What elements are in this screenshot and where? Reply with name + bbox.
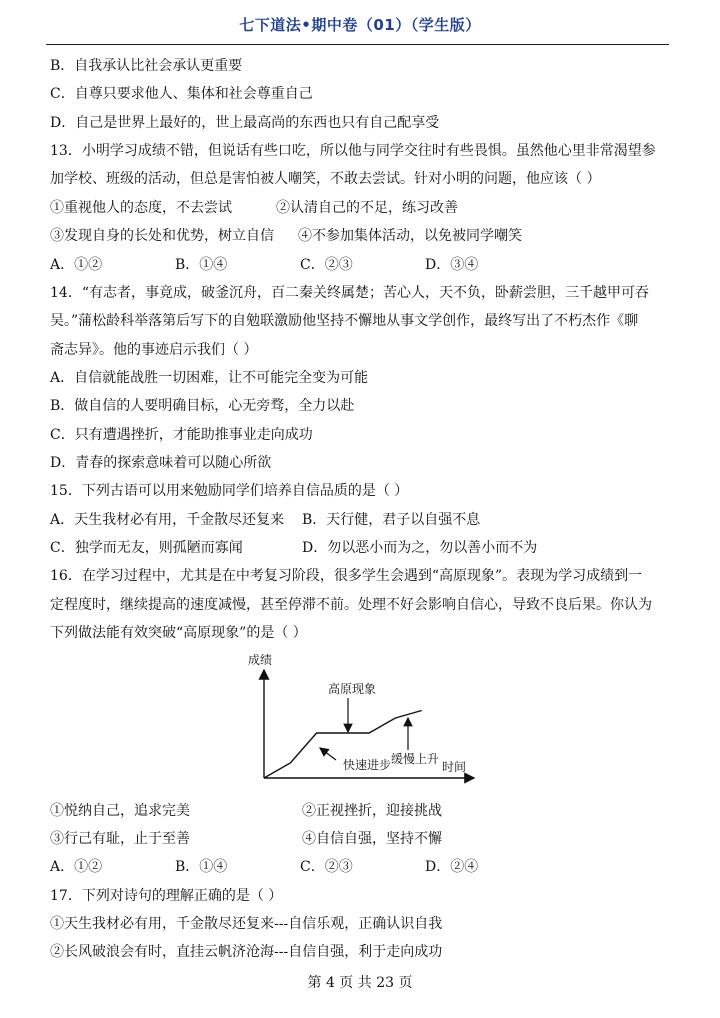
q14-stem-line-1: 14．“有志者，事竟成，破釜沉舟，百二秦关终属楚；苦心人，天不负，卧薪尝胆，三千越甲可吞 — [50, 285, 649, 301]
header-rule — [46, 44, 669, 45]
q12-option-d: D．自己是世界上最好的，世上最高尚的东西也只有自己配享受 — [50, 115, 440, 131]
q16-items-row-1 — [50, 801, 442, 821]
q15-option-b: B．天行健，君子以自强不息 — [302, 512, 481, 528]
q13-options — [50, 255, 478, 275]
x-axis-label: 时间 — [442, 760, 467, 774]
learning-curve-chart — [236, 650, 486, 788]
q16-item-3: ③行己有耻，止于至善 — [50, 831, 190, 847]
q16-option-d: D．②④ — [425, 859, 479, 875]
q16-items-row-2 — [50, 829, 442, 849]
q13-option-a: A．①② — [50, 257, 103, 273]
q12-option-b: B．自我承认比社会承认更重要 — [50, 58, 243, 74]
q16-stem-line-2: 定程度时，继续提高的速度减慢，甚至停滞不前。处理不好会影响自信心，导致不良后果。你认为 — [50, 597, 652, 613]
q16-option-a: A．①② — [50, 859, 103, 875]
q13-stem-line-2: 加学校、班级的活动，但总是害怕被人嘲笑，不敢去尝试。针对小明的问题，他应该（ ） — [50, 171, 601, 187]
q14-option-d: D．青春的探索意味着可以随心所欲 — [50, 455, 272, 471]
q16-option-c: C．②③ — [300, 859, 353, 875]
q14-stem-line-3: 斋志异》。他的事迹启示我们（ ） — [50, 342, 258, 358]
q14-stem-line-2: 吴。”蒲松龄科举落第后写下的自勉联激励他坚持不懈地从事文学创作，最终写出了不朽杰作《聊 — [50, 313, 639, 329]
q13-option-b: B．①④ — [175, 257, 228, 273]
fast-progress-arrow — [320, 748, 336, 760]
q15-option-c: C．独学而无友，则孤陋而寡闻 — [50, 540, 243, 556]
q16-stem-line-3: 下列做法能有效突破“高原现象”的是（ ） — [50, 625, 307, 641]
q15-stem: 15．下列古语可以用来勉励同学们培养自信品质的是（ ） — [50, 483, 409, 499]
q13-option-d: D．③④ — [425, 257, 479, 273]
q16-item-2: ②正视挫折，迎接挑战 — [302, 803, 442, 819]
page-header-title: 七下道法•期中卷（01）（学生版） — [239, 16, 481, 34]
q14-option-c: C．只有遭遇挫折，才能助推事业走向成功 — [50, 427, 313, 443]
q16-stem-line-1: 16．在学习过程中，尤其是在中考复习阶段，很多学生会遇到“高原现象”。表现为学习成绩到一 — [50, 568, 643, 584]
q16-options — [50, 857, 478, 877]
q13-item-3: ③发现自身的长处和优势，树立自信 — [50, 228, 274, 244]
q15-options-row-1 — [50, 510, 480, 530]
q12-option-c: C．自尊只要求他人、集体和社会尊重自己 — [50, 86, 313, 102]
q14-option-b: B．做自信的人要明确目标，心无旁骛，全力以赴 — [50, 398, 355, 414]
q14-option-a: A．自信就能战胜一切困难，让不可能完全变为可能 — [50, 370, 369, 386]
q16-item-1: ①悦纳自己，追求完美 — [50, 803, 190, 819]
q13-option-c: C．②③ — [300, 257, 353, 273]
q17-stem: 17．下列对诗句的理解正确的是（ ） — [50, 888, 283, 904]
annotation-slow-rise: 缓慢上升 — [391, 752, 440, 766]
q17-item-1: ①天生我材必有用，千金散尽还复来---自信乐观，正确认识自我 — [50, 916, 443, 932]
q13-stem-line-1: 13．小明学习成绩不错，但说话有些口吃，所以他与同学交往时有些畏惧。虽然他心里非常渴望参 — [50, 143, 656, 159]
q17-item-2: ②长风破浪会有时，直挂云帆济沧海---自信自强，利于走向成功 — [50, 944, 443, 960]
q16-option-b: B．①④ — [175, 859, 228, 875]
q15-option-a: A．天生我材必有用，千金散尽还复来 — [50, 512, 285, 528]
q13-item-1: ①重视他人的态度，不去尝试 — [50, 200, 232, 216]
q13-item-2: ②认清自己的不足，练习改善 — [276, 200, 458, 216]
q16-item-4: ④自信自强，坚持不懈 — [302, 831, 442, 847]
annotation-fast-progress: 快速进步 — [343, 758, 392, 772]
y-axis-label: 成绩 — [248, 653, 273, 667]
q15-options-row-2 — [50, 538, 537, 558]
q15-option-d: D．勿以恶小而为之，勿以善小而不为 — [302, 540, 538, 556]
page-number: 第 4 页 共 23 页 — [307, 975, 413, 991]
q13-items-row-2 — [50, 226, 522, 246]
q13-item-4: ④不参加集体活动，以免被同学嘲笑 — [298, 228, 522, 244]
q13-items-row-1 — [50, 198, 458, 218]
annotation-plateau: 高原现象 — [328, 682, 377, 696]
